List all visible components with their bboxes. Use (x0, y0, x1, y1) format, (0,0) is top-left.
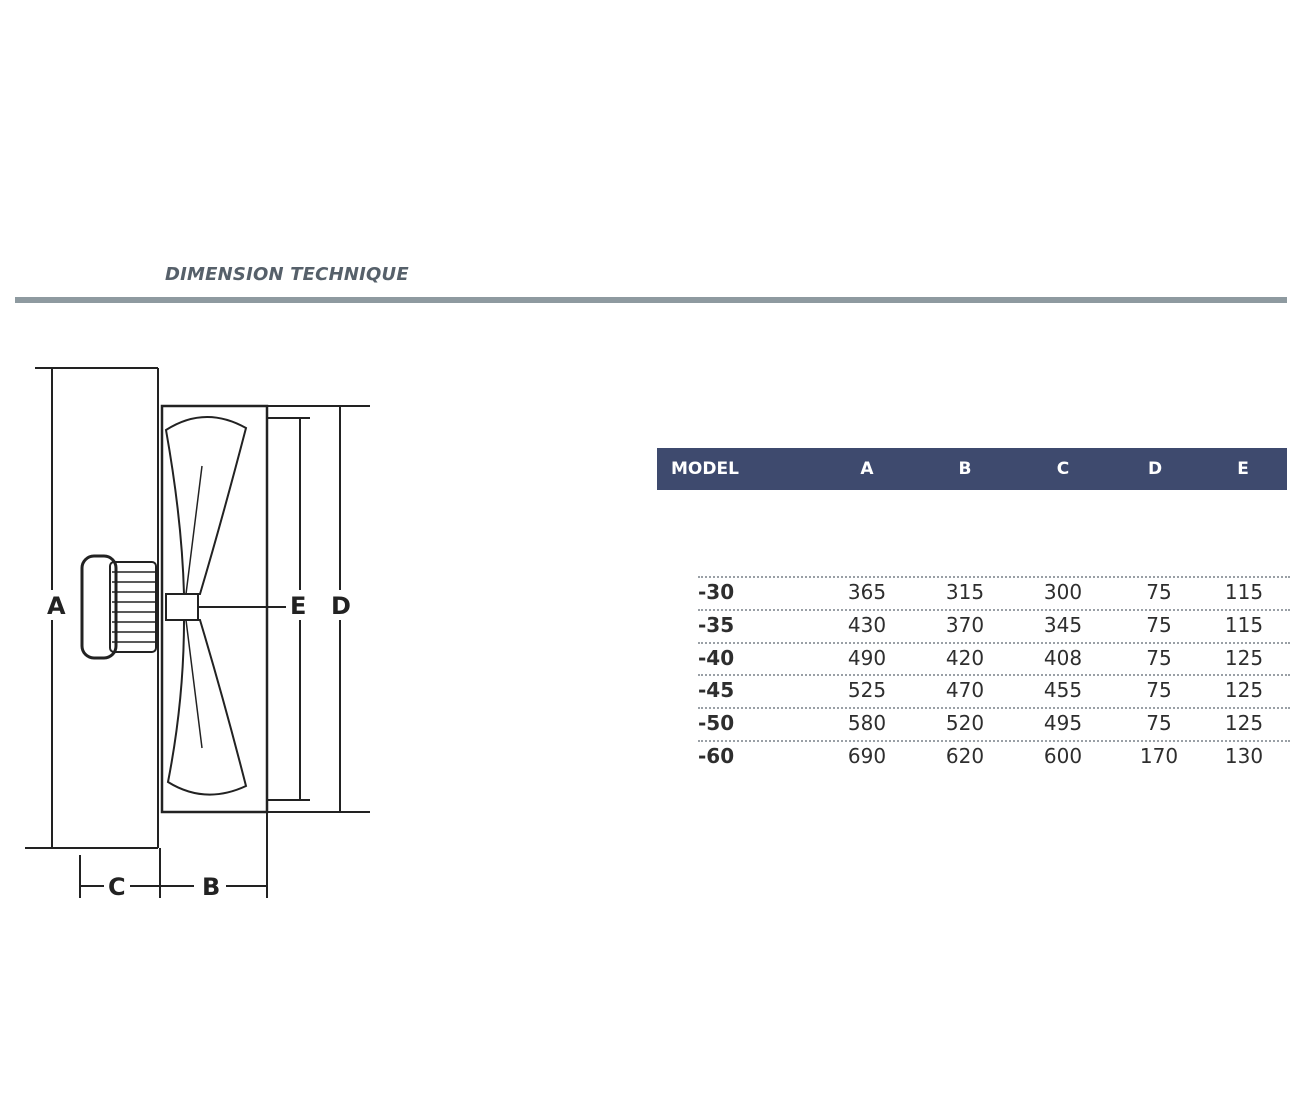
cell-d: 170 (1139, 743, 1179, 768)
cell-c: 455 (1043, 678, 1083, 703)
table-row (698, 642, 1290, 675)
fan-hub (166, 594, 198, 620)
dimension-label-b: B (202, 873, 221, 901)
cell-c: 300 (1043, 580, 1083, 604)
cell-e: 125 (1224, 711, 1264, 736)
column-header-model: MODEL (671, 459, 739, 479)
cell-b: 370 (945, 612, 985, 637)
cell-model: -30 (698, 580, 735, 604)
cell-e: 130 (1224, 743, 1264, 768)
dimension-label-e: E (290, 592, 307, 620)
dimension-label-d: D (331, 592, 351, 620)
fan-housing (162, 406, 267, 812)
cell-a: 490 (847, 645, 887, 670)
cell-e: 115 (1224, 612, 1264, 637)
column-header-a: A (860, 459, 874, 479)
cell-c: 345 (1043, 612, 1083, 637)
cell-d: 75 (1146, 612, 1172, 637)
cell-a: 430 (847, 612, 887, 637)
cell-c: 495 (1043, 711, 1083, 736)
cell-c: 600 (1043, 743, 1083, 768)
table-row (698, 674, 1290, 707)
section-divider (15, 297, 1287, 303)
cell-d: 75 (1146, 580, 1172, 604)
cell-e: 125 (1224, 678, 1264, 703)
cell-e: 115 (1224, 580, 1264, 604)
dimension-label-a: A (47, 592, 66, 620)
table-row (698, 740, 1290, 773)
cell-a: 580 (847, 711, 887, 736)
cell-b: 470 (945, 678, 985, 703)
cell-b: 315 (945, 580, 985, 604)
cell-a: 365 (847, 580, 887, 604)
cell-d: 75 (1146, 645, 1172, 670)
cell-a: 690 (847, 743, 887, 768)
fan-blade-bottom (168, 620, 246, 795)
cell-model: -50 (698, 711, 735, 736)
table-row (698, 576, 1290, 609)
fan-blade-top (166, 417, 246, 594)
cell-d: 75 (1146, 678, 1172, 703)
cell-e: 125 (1224, 645, 1264, 670)
cell-a: 525 (847, 678, 887, 703)
dimensions-table-header (657, 448, 1287, 490)
column-header-b: B (958, 459, 972, 479)
table-row (698, 609, 1290, 642)
column-header-d: D (1147, 459, 1163, 479)
cell-b: 520 (945, 711, 985, 736)
column-header-c: C (1056, 459, 1070, 479)
dimension-label-c: C (108, 873, 126, 901)
column-header-e: E (1237, 459, 1249, 479)
cell-model: -60 (698, 743, 735, 768)
cell-d: 75 (1146, 711, 1172, 736)
table-row (698, 707, 1290, 740)
cell-b: 420 (945, 645, 985, 670)
dimensions-table-body (698, 576, 1290, 773)
cell-c: 408 (1043, 645, 1083, 670)
cell-model: -40 (698, 645, 735, 670)
fan-dimension-drawing (0, 340, 420, 920)
cell-model: -35 (698, 612, 735, 637)
cell-model: -45 (698, 678, 735, 703)
cell-b: 620 (945, 743, 985, 768)
section-title: DIMENSION TECHNIQUE (165, 264, 409, 285)
